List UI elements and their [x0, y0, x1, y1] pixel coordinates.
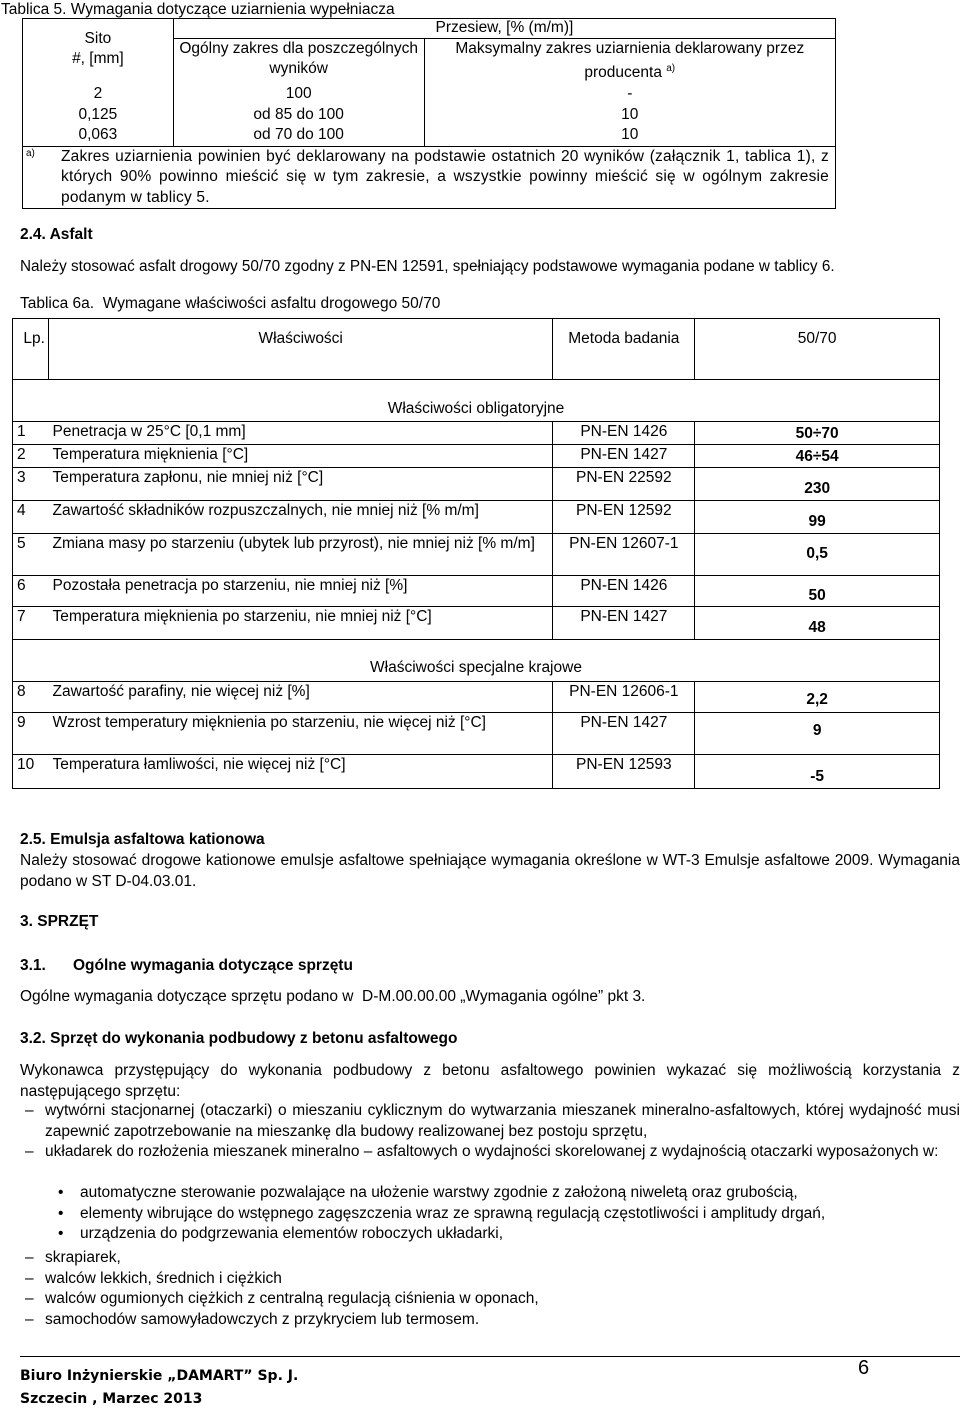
table5-note: a) Zakres uziarnienia powinien być deklarowany na podstawie ostatnich 20 wyników (załącznik 1, tablica 1), z których 90% powinno mieścić się w tym zakresie, a wszystkie powinny mieścić się w ogólnym zakresie podanym w tablicy 5. — [23, 146, 836, 209]
section-3-1-heading: Ogólne wymagania dotyczące sprzętu — [73, 957, 353, 974]
table-row-lp: 7 — [13, 607, 49, 640]
table5-caption: Tablica 5. Wymagania dotyczące uziarnienia wypełniacza — [1, 1, 395, 18]
section-3-2-intro: Wykonawca przystępujący do wykonania podbudowy z betonu asfaltowego powinien wykazać się możliwością korzystania z następującego sprzętu: — [20, 1062, 960, 1100]
group-obligatory: Właściwości obligatoryjne — [13, 380, 940, 422]
header-sito: Sito #, [mm] — [23, 19, 174, 84]
table-row-name: Temperatura mięknienia [°C] — [48, 445, 552, 468]
table-row-method: PN-EN 12606-1 — [553, 682, 695, 713]
table-row-name: Temperatura mięknienia po starzeniu, nie mniej niż [°C] — [48, 607, 552, 640]
table-row-lp: 2 — [13, 445, 49, 468]
table-row-name: Zawartość składników rozpuszczalnych, nie mniej niż [% m/m] — [48, 501, 552, 534]
table-row-method: PN-EN 1426 — [553, 576, 695, 607]
table-row-lp: 6 — [13, 576, 49, 607]
table-row-value: 2,2 — [695, 682, 940, 713]
section-3-1-text: Ogólne wymagania dotyczące sprzętu podano w D-M.00.00.00 „Wymagania ogólne” pkt 3. — [20, 988, 646, 1005]
header-przesiew: Przesiew, [% (m/m)] — [173, 19, 835, 39]
section-3-1-number: 3.1. — [20, 957, 46, 974]
table-row-lp: 1 — [13, 422, 49, 445]
table-row-method: PN-EN 1427 — [553, 445, 695, 468]
section-2-5-heading: 2.5. Emulsja asfaltowa kationowa — [20, 831, 265, 848]
table-row-value: 0,5 — [695, 534, 940, 576]
table-row-lp: 3 — [13, 468, 49, 501]
table-row-value: 230 — [695, 468, 940, 501]
section-2-4-text: Należy stosować asfalt drogowy 50/70 zgodny z PN-EN 12591, spełniający podstawowe wymagania podane w tablicy 6. — [20, 258, 835, 275]
header-wlasciwosci: Właściwości — [48, 319, 552, 380]
table-row-value: 99 — [695, 501, 940, 534]
table-row-method: PN-EN 22592 — [553, 468, 695, 501]
maks-column: - 10 10 — [424, 83, 835, 146]
paver-features-list — [58, 1183, 960, 1245]
header-ogolny: Ogólny zakres dla poszczególnych wyników — [173, 39, 424, 84]
table-row-value: 50÷70 — [695, 422, 940, 445]
equipment-list-continued — [25, 1248, 960, 1330]
header-metoda: Metoda badania — [553, 319, 695, 380]
table-row-name: Temperatura łamliwości, nie więcej niż [°C] — [48, 755, 552, 789]
list-item: • elementy wibrujące do wstępnego zagęszczenia wraz ze sprawną regulacją częstotliwości i amplitudy drgań, — [58, 1204, 826, 1222]
header-value: 50/70 — [695, 319, 940, 380]
footer-place-date: Szczecin , Marzec 2013 — [20, 1391, 203, 1407]
group-special: Właściwości specjalne krajowe — [13, 640, 940, 682]
table-row-name: Penetracja w 25°C [0,1 mm] — [48, 422, 552, 445]
table-row-lp: 9 — [13, 713, 49, 755]
table-row-name: Wzrost temperatury mięknienia po starzeniu, nie więcej niż [°C] — [48, 713, 552, 755]
footer-divider — [20, 1356, 960, 1357]
table-row-method: PN-EN 1427 — [553, 607, 695, 640]
list-item: • automatyczne sterowanie pozwalające na ułożenie warstwy zgodnie z założoną niweletą oraz grubością, — [58, 1184, 798, 1201]
list-item: – układarek do rozłożenia mieszanek mineralno – asfaltowych o wydajności skorelowanej z wydajnością otaczarki wyposażonych w: — [25, 1143, 939, 1160]
table-row-value: 46÷54 — [695, 445, 940, 468]
table-row-method: PN-EN 1426 — [553, 422, 695, 445]
section-3-2-heading: 3.2. Sprzęt do wykonania podbudowy z betonu asfaltowego — [20, 1030, 458, 1047]
table-row-name: Temperatura zapłonu, nie mniej niż [°C] — [48, 468, 552, 501]
table-row-value: -5 — [695, 755, 940, 789]
table-row-lp: 10 — [13, 755, 49, 789]
header-maks: Maksymalny zakres uziarnienia deklarowany przez producenta $^{a)}$ — [424, 39, 835, 84]
footer-company: Biuro Inżynierskie „DAMART” Sp. J. — [20, 1368, 299, 1384]
table6-caption: Tablica 6a. Wymagane właściwości asfaltu drogowego 50/70 — [20, 295, 441, 312]
list-item: – skrapiarek, — [25, 1249, 121, 1266]
ogolny-column: 100 od 85 do 100 od 70 do 100 — [173, 83, 424, 146]
list-item: • urządzenia do podgrzewania elementów roboczych układarki, — [58, 1225, 504, 1242]
table-row-name: Zawartość parafiny, nie więcej niż [%] — [48, 682, 552, 713]
table-row-lp: 4 — [13, 501, 49, 534]
table-row-name: Zmiana masy po starzeniu (ubytek lub przyrost), nie mniej niż [% m/m] — [48, 534, 552, 576]
table-row-lp: 8 — [13, 682, 49, 713]
table-row-method: PN-EN 12593 — [553, 755, 695, 789]
table5 — [22, 18, 836, 209]
section-2-4-heading: 2.4. Asfalt — [20, 226, 93, 243]
list-item: – walców ogumionych ciężkich z centralną regulacją ciśnienia w oponach, — [25, 1290, 539, 1307]
page-number: 6 — [858, 1357, 870, 1379]
table6 — [12, 318, 940, 789]
list-item: – wytwórni stacjonarnej (otaczarki) o mieszaniu cyklicznym do wytwarzania mieszanek mineralno-asfaltowych, której wydajność musi zapewnić zapotrzebowanie na mieszankę dla budowy realizowanej bez postoju sprzętu, — [25, 1102, 960, 1140]
table-row-value: 48 — [695, 607, 940, 640]
header-lp: Lp. — [13, 319, 49, 380]
sito-column: 2 0,125 0,063 — [23, 83, 174, 146]
table-row-method: PN-EN 12607-1 — [553, 534, 695, 576]
section-2-5-text: Należy stosować drogowe kationowe emulsje asfaltowe spełniające wymagania określone w WT-3 Emulsje asfaltowe 2009. Wymagania podano w ST D-04.03.01. — [20, 852, 960, 890]
section-3-heading: 3. SPRZĘT — [20, 913, 99, 930]
list-item: – walców lekkich, średnich i ciężkich — [25, 1269, 282, 1287]
list-item: – samochodów samowyładowczych z przykryciem lub termosem. — [25, 1310, 480, 1328]
table-row-name: Pozostała penetracja po starzeniu, nie mniej niż [%] — [48, 576, 552, 607]
table-row-lp: 5 — [13, 534, 49, 576]
equipment-list — [25, 1101, 960, 1163]
table-row-value: 9 — [695, 713, 940, 755]
table-row-value: 50 — [695, 576, 940, 607]
table-row-method: PN-EN 12592 — [553, 501, 695, 534]
table-row-method: PN-EN 1427 — [553, 713, 695, 755]
